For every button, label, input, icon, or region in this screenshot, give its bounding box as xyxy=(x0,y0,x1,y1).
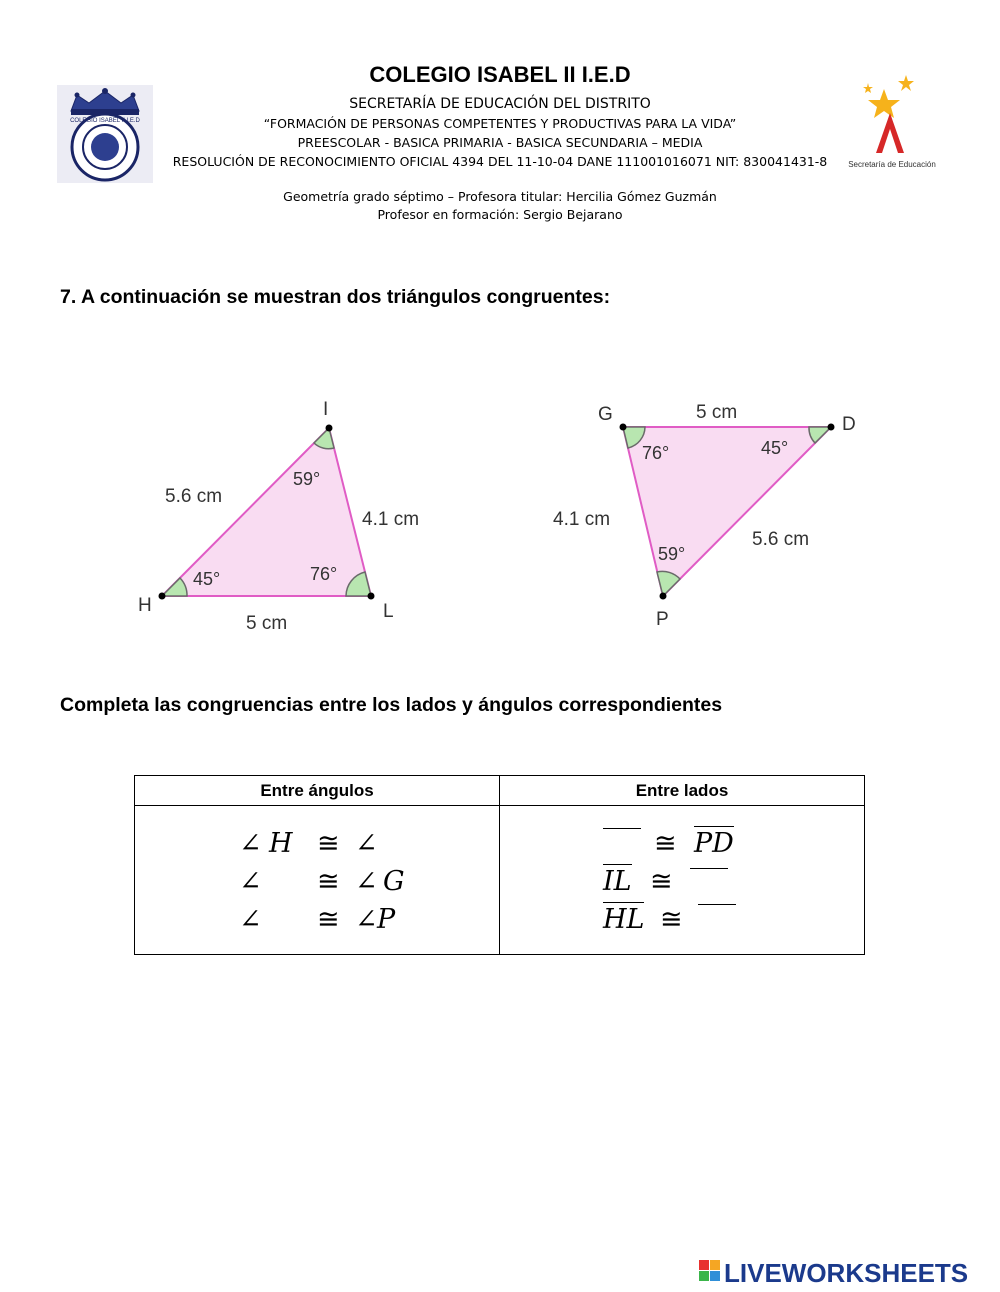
angle-mark-i xyxy=(314,428,334,449)
side-gd-length: 5 cm xyxy=(696,402,738,423)
angle-p-value: 59° xyxy=(658,544,686,564)
vertex-g-label: G xyxy=(598,404,613,425)
angle-row1-left: H xyxy=(269,828,293,859)
angle-symbol: ∠ xyxy=(355,828,378,859)
side-row1-right: PD xyxy=(694,828,734,859)
vertex-l-dot xyxy=(368,593,375,600)
angle-mark-d xyxy=(809,427,831,443)
congruent-symbol: ≅ xyxy=(317,904,340,935)
liveworksheets-logo xyxy=(697,1257,997,1287)
side-row2-right-blank[interactable] xyxy=(690,868,728,869)
side-dp-length: 5.6 cm xyxy=(752,529,810,550)
angle-d-value: 45° xyxy=(761,438,789,458)
vertex-i-dot xyxy=(326,425,333,432)
side-row3-left: HL xyxy=(603,904,645,935)
angle-l-value: 76° xyxy=(310,564,338,584)
angle-i-value: 59° xyxy=(293,469,321,489)
side-row1-left-blank[interactable] xyxy=(603,828,641,829)
school-name: COLEGIO ISABEL II I.E.D xyxy=(369,62,631,87)
question-title: 7. A continuación se muestran dos triángulos congruentes: xyxy=(60,286,611,308)
angle-symbol: ∠ xyxy=(239,828,262,859)
svg-text:COLEGIO ISABEL II I.E.D: COLEGIO ISABEL II I.E.D xyxy=(70,118,140,124)
brand-square-orange xyxy=(710,1260,720,1270)
angle-row2-right: G xyxy=(383,866,405,897)
side-row3-right-blank[interactable] xyxy=(698,904,736,905)
vertex-l-label: L xyxy=(383,601,394,622)
congruent-symbol: ≅ xyxy=(317,828,340,859)
triangle-hil xyxy=(138,399,419,634)
side-gp-length: 4.1 cm xyxy=(553,509,611,530)
vertex-d-label: D xyxy=(842,414,856,435)
angle-symbol: ∠ xyxy=(355,904,378,935)
triangles-figure xyxy=(0,380,1000,650)
trainee-line: Profesor en formación: Sergio Bejarano xyxy=(377,207,623,222)
header-line-3: PREESCOLAR - BASICA PRIMARIA - BASICA SECUNDARIA – MEDIA xyxy=(297,135,703,150)
angle-h-value: 45° xyxy=(193,569,221,589)
side-row2-left: IL xyxy=(603,866,632,897)
angles-column-header: Entre ángulos xyxy=(135,776,500,806)
angle-symbol: ∠ xyxy=(239,866,262,897)
angles-cell xyxy=(135,806,500,955)
congruence-table xyxy=(134,775,865,955)
congruent-symbol: ≅ xyxy=(317,866,340,897)
instruction-text: Completa las congruencias entre los lados y ángulos correspondientes xyxy=(60,694,723,716)
header-line-1: SECRETARÍA DE EDUCACIÓN DEL DISTRITO xyxy=(349,96,651,112)
vertex-d-dot xyxy=(828,424,835,431)
side-hl-length: 5 cm xyxy=(246,613,288,634)
secretaria-caption: Secretaría de Educación xyxy=(848,160,936,169)
sides-cell xyxy=(500,806,865,955)
congruent-symbol: ≅ xyxy=(660,904,683,935)
brand-square-blue xyxy=(710,1271,720,1281)
brand-square-red xyxy=(699,1260,709,1270)
angle-symbol: ∠ xyxy=(355,866,378,897)
angle-symbol: ∠ xyxy=(239,904,262,935)
congruent-symbol: ≅ xyxy=(654,828,677,859)
vertex-p-dot xyxy=(660,593,667,600)
sides-column-header: Entre lados xyxy=(500,776,865,806)
vertex-h-label: H xyxy=(138,595,152,616)
angle-row3-right: P xyxy=(377,904,396,935)
side-ih-length: 5.6 cm xyxy=(165,486,223,507)
header-line-4: RESOLUCIÓN DE RECONOCIMIENTO OFICIAL 4394 DEL 11-10-04 DANE 111001016071 NIT: 830041431-8 xyxy=(172,154,828,169)
header-line-2: “FORMACIÓN DE PERSONAS COMPETENTES Y PRODUCTIVAS PARA LA VIDA” xyxy=(263,116,737,131)
brand-text: LIVEWORKSHEETS xyxy=(724,1258,969,1287)
side-il-length: 4.1 cm xyxy=(362,509,420,530)
vertex-g-dot xyxy=(620,424,627,431)
congruent-symbol: ≅ xyxy=(650,866,673,897)
vertex-p-label: P xyxy=(656,609,669,630)
triangle-gdp xyxy=(553,402,856,630)
vertex-i-label: I xyxy=(323,399,329,420)
course-line: Geometría grado séptimo – Profesora titular: Hercilia Gómez Guzmán xyxy=(283,189,717,204)
angle-g-value: 76° xyxy=(642,443,670,463)
vertex-h-dot xyxy=(159,593,166,600)
brand-square-green xyxy=(699,1271,709,1281)
